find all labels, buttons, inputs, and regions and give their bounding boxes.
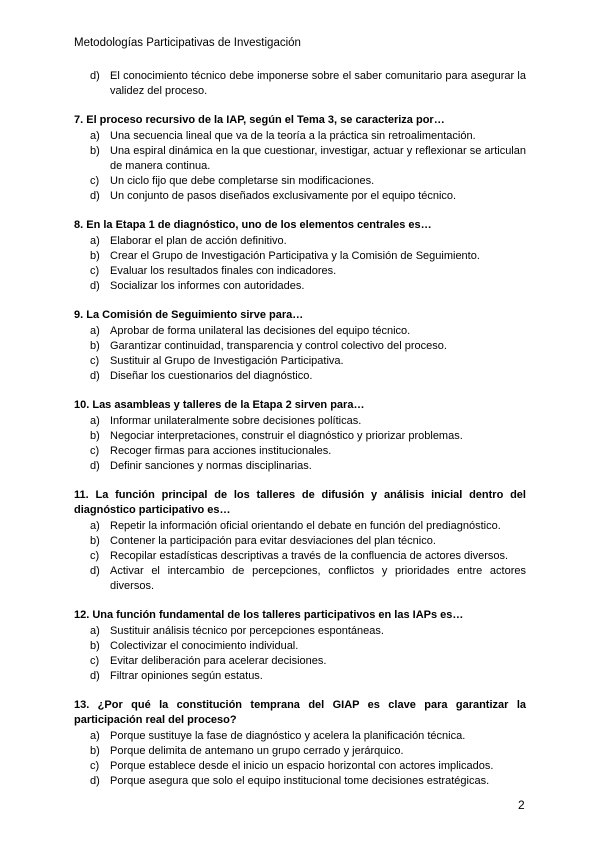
option-letter: a): [90, 325, 100, 337]
option-item: [74, 339, 526, 354]
option-text: El conocimiento técnico debe imponerse sobre el saber comunitario para asegurar la validez del proceso.: [110, 70, 526, 97]
option-letter: a): [90, 415, 100, 427]
option-letter: b): [90, 430, 100, 442]
question-title: 9. La Comisión de Seguimiento sirve para…: [74, 309, 304, 321]
option-letter: b): [90, 340, 100, 352]
option-text: Socializar los informes con autoridades.: [110, 280, 305, 292]
question-block: [74, 608, 526, 684]
option-text: Diseñar los cuestionarios del diagnóstico.: [110, 370, 313, 382]
option-text: Una espiral dinámica en la que cuestionar, investigar, actuar y reflexionar se articulan de manera continua.: [110, 145, 526, 172]
option-text: Recopilar estadísticas descriptivas a través de la confluencia de actores diversos.: [110, 550, 509, 562]
option-text: Porque asegura que solo el equipo institucional tome decisiones estratégicas.: [110, 775, 490, 787]
option-item: [74, 234, 526, 249]
question-list: [74, 113, 526, 789]
option-item: [74, 414, 526, 429]
document-body: [74, 69, 526, 803]
option-item: [74, 249, 526, 264]
question-title: 13. ¿Por qué la constitución temprana del GIAP es clave para garantizar la participación real del proceso?: [74, 699, 526, 726]
question-block: [74, 698, 526, 789]
option-text: Garantizar continuidad, transparencia y control colectivo del proceso.: [110, 340, 447, 352]
option-item: [74, 744, 526, 759]
option-letter: d): [90, 370, 100, 382]
question-block: [74, 398, 526, 474]
option-item: [74, 759, 526, 774]
option-text: Porque delimita de antemano un grupo cerrado y jerárquico.: [110, 745, 404, 757]
question-block: [74, 488, 526, 594]
option-letter: d): [90, 70, 100, 82]
option-letter: a): [90, 520, 100, 532]
option-item: [74, 279, 526, 294]
option-text: Repetir la información oficial orientando el debate en función del prediagnóstico.: [110, 520, 501, 532]
option-item: [74, 429, 526, 444]
option-item: [74, 549, 526, 564]
option-letter: d): [90, 565, 100, 577]
option-letter: b): [90, 535, 100, 547]
question-block: [74, 113, 526, 204]
option-item: [74, 624, 526, 639]
option-item: [74, 639, 526, 654]
option-item: [74, 774, 526, 789]
option-letter: b): [90, 145, 100, 157]
option-text: Contener la participación para evitar desviaciones del plan técnico.: [110, 535, 436, 547]
option-item: [74, 534, 526, 549]
option-text: Informar unilateralmente sobre decisiones políticas.: [110, 415, 362, 427]
option-letter: b): [90, 745, 100, 757]
question-title: 11. La función principal de los talleres de difusión y análisis inicial dentro del diagnóstico participativo es…: [74, 489, 526, 516]
option-item: [74, 324, 526, 339]
option-text: Definir sanciones y normas disciplinarias.: [110, 460, 312, 472]
continuation-block: [74, 69, 526, 99]
option-text: Sustituir al Grupo de Investigación Participativa.: [110, 355, 344, 367]
option-letter: a): [90, 730, 100, 742]
page-number: 2: [518, 798, 525, 812]
option-letter: c): [90, 445, 100, 457]
option-text: Filtrar opiniones según estatus.: [110, 670, 263, 682]
option-text: Colectivizar el conocimiento individual.: [110, 640, 299, 652]
option-letter: c): [90, 265, 100, 277]
option-letter: d): [90, 190, 100, 202]
option-letter: d): [90, 775, 100, 787]
option-letter: d): [90, 670, 100, 682]
question-title: 12. Una función fundamental de los talleres participativos en las IAPs es…: [74, 609, 464, 621]
option-text: Crear el Grupo de Investigación Participativa y la Comisión de Seguimiento.: [110, 250, 480, 262]
option-text: Sustituir análisis técnico por percepciones espontáneas.: [110, 625, 384, 637]
option-letter: a): [90, 130, 100, 142]
option-item: [74, 354, 526, 369]
option-letter: a): [90, 235, 100, 247]
option-item: [74, 129, 526, 144]
page-header: Metodologías Participativas de Investigación: [74, 37, 301, 49]
option-item: [74, 69, 526, 99]
option-letter: b): [90, 250, 100, 262]
option-text: Aprobar de forma unilateral las decisiones del equipo técnico.: [110, 325, 411, 337]
option-letter: c): [90, 760, 100, 772]
option-item: [74, 174, 526, 189]
option-text: Evaluar los resultados finales con indicadores.: [110, 265, 337, 277]
option-item: [74, 189, 526, 204]
option-text: Recoger firmas para acciones institucionales.: [110, 445, 332, 457]
option-item: [74, 264, 526, 279]
option-text: Negociar interpretaciones, construir el diagnóstico y priorizar problemas.: [110, 430, 463, 442]
question-block: [74, 308, 526, 384]
option-text: Porque establece desde el inicio un espacio horizontal con actores implicados.: [110, 760, 494, 772]
option-item: [74, 144, 526, 174]
option-text: Elaborar el plan de acción definitivo.: [110, 235, 287, 247]
option-item: [74, 669, 526, 684]
option-item: [74, 369, 526, 384]
option-text: Evitar deliberación para acelerar decisiones.: [110, 655, 327, 667]
question-block: [74, 218, 526, 294]
option-text: Un conjunto de pasos diseñados exclusivamente por el equipo técnico.: [110, 190, 457, 202]
option-letter: a): [90, 625, 100, 637]
question-title: 7. El proceso recursivo de la IAP, según el Tema 3, se caracteriza por…: [74, 114, 445, 126]
question-title: 10. Las asambleas y talleres de la Etapa 2 sirven para…: [74, 399, 365, 411]
question-title: 8. En la Etapa 1 de diagnóstico, uno de los elementos centrales es…: [74, 219, 432, 231]
option-text: Porque sustituye la fase de diagnóstico y acelera la planificación técnica.: [110, 730, 466, 742]
option-item: [74, 459, 526, 474]
option-item: [74, 564, 526, 594]
option-text: Una secuencia lineal que va de la teoría a la práctica sin retroalimentación.: [110, 130, 476, 142]
option-item: [74, 654, 526, 669]
option-letter: d): [90, 460, 100, 472]
option-letter: c): [90, 355, 100, 367]
option-item: [74, 519, 526, 534]
option-text: Un ciclo fijo que debe completarse sin modificaciones.: [110, 175, 375, 187]
option-letter: c): [90, 655, 100, 667]
option-letter: b): [90, 640, 100, 652]
option-letter: c): [90, 550, 100, 562]
option-item: [74, 444, 526, 459]
option-text: Activar el intercambio de percepciones, conflictos y prioridades entre actores diversos.: [110, 565, 526, 592]
option-letter: c): [90, 175, 100, 187]
option-letter: d): [90, 280, 100, 292]
option-item: [74, 729, 526, 744]
